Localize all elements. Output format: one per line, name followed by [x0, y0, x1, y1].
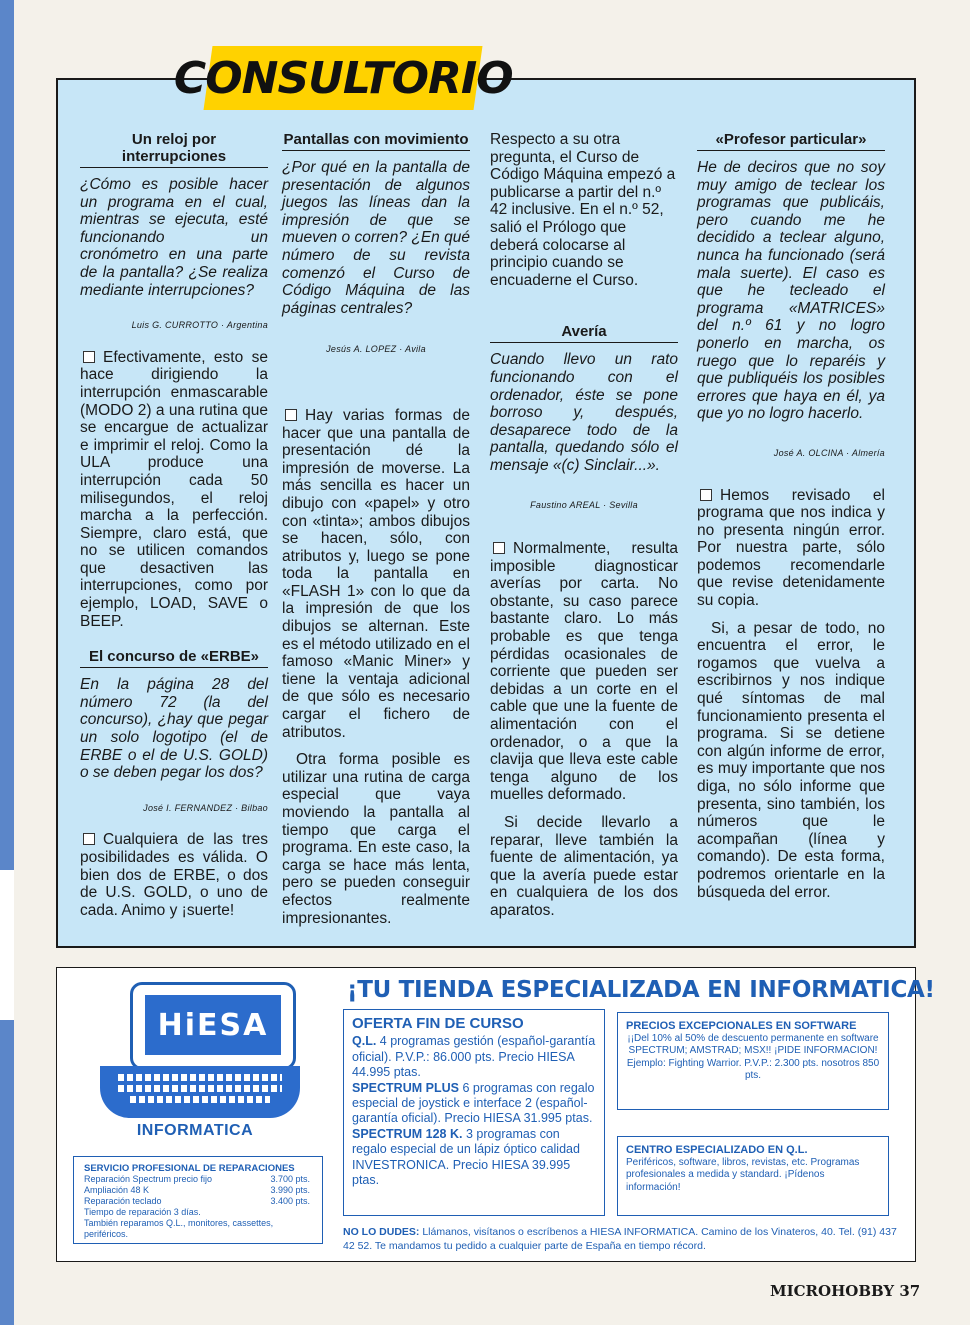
offer-title: OFERTA FIN DE CURSO — [352, 1015, 524, 1032]
service-time: Tiempo de reparación 3 días. — [84, 1207, 201, 1217]
offer-item — [352, 1127, 596, 1189]
price-row — [84, 1174, 312, 1185]
service-price: 3.700 pts. — [270, 1174, 310, 1184]
price-row — [84, 1196, 312, 1207]
offer-item — [352, 1081, 596, 1127]
answer-text: Hemos revisado el programa que nos indica y no presenta ningún error. Por nuestra parte, sólo podemos recomendarle que revise detenidamente su copia. — [697, 486, 885, 610]
answer-text: Respecto a su otra pregunta, el Curso de Código Máquina empezó a publicarse a partir del n.º 42 inclusive. En el n.º 52, salió el Prólogo que deberá colocarse al principio cuando se encuaderne el Curso. — [490, 131, 676, 289]
answer-text: Si, a pesar de todo, no encuentra el error, le rogamos que vuelva a escribirnos y nos indique qué síntomas de mal funcionamiento presenta el programa. Si se detiene con algún informe de error, es muy importante que nos diga, no sólo informe que presenta, sino también, los números que le acompañan (línea y comando). De esta forma, podremos orientarle en la búsqueda del error. — [697, 619, 885, 901]
price-row — [84, 1185, 312, 1196]
contact-text: Llámanos, visítanos o escríbenos a HIESA INFORMATICA. Camino de los Vinateros, 40. Tel. (91) 437 42 52. Te mandamos tu pedido a cualquier parte de España en tiempo récord. — [343, 1226, 897, 1252]
letter-answer — [80, 831, 268, 919]
computer-monitor-icon — [130, 982, 296, 1070]
letter-heading: Avería — [490, 323, 678, 343]
offer-box — [343, 1009, 605, 1216]
answer-text: Otra forma posible es utilizar una rutina de carga especial que vaya moviendo la pantalla al tiempo que carga el programa. En este caso, la carga se hace más lenta, pero se pueden conseguir efectos realmente impresionantes. — [282, 751, 470, 927]
page-footer: MICROHOBBY 37 — [770, 1282, 921, 1300]
service-label: Reparación teclado — [84, 1196, 162, 1206]
letter-answer — [282, 407, 470, 927]
letter-question: ¿Por qué en la pantalla de presentación de algunos juegos las líneas dan la impresión de que se mueven o corren? ¿En qué número de su revista comenzó el Curso de Código Máquina de las páginas centrales? — [282, 159, 470, 317]
letter-signature: José I. FERNANDEZ · Bilbao — [143, 802, 268, 813]
letter-heading: El concurso de «ERBE» — [80, 648, 268, 668]
product-text: 3 programas con regalo especial de un lápiz óptico calidad INVESTRONICA. Precio HIESA 39.995 ptas. — [352, 1126, 580, 1188]
letter-question: Cuando llevo un rato funcionando con el ordenador, éste se pone borroso y, después, desaparece todo de la pantalla, quedando sólo el mensaje «(c) Sinclair...». — [490, 351, 678, 474]
ad-headline: ¡TU TIENDA ESPECIALIZADA EN INFORMATICA! — [347, 977, 935, 1003]
column-4 — [697, 131, 885, 911]
section-title: CONSULTORIO — [173, 52, 513, 104]
answer-text: Normalmente, resulta imposible diagnosticar averías por carta. No obstante, su caso parece bastante claro. Lo más probable es que tenga pérdidas ocasionales de corriente que pueden ser debidas a un corte en el cable que une la fuente de alimentación con el ordenador, o a que la clavija que lleva este cable tenga alguno de los muelles deformado. — [490, 540, 678, 804]
letter-answer — [697, 487, 885, 902]
service-also: También reparamos Q.L., monitores, cassettes, periféricos. — [84, 1218, 274, 1239]
answer-marker-icon — [83, 351, 95, 363]
keyboard-keys — [118, 1085, 282, 1092]
repair-service-box — [73, 1156, 323, 1244]
letter-signature: Faustino AREAL · Sevilla — [530, 499, 638, 510]
product-name: SPECTRUM PLUS — [352, 1080, 459, 1095]
letter-heading: Pantallas con movimiento — [282, 131, 470, 151]
product-name: Q.L. — [352, 1034, 377, 1049]
column-1 — [80, 131, 268, 929]
precios-title: PRECIOS EXCEPCIONALES EN SOFTWARE — [626, 1020, 857, 1032]
service-label: Ampliación 48 K — [84, 1185, 150, 1195]
keyboard-icon — [100, 1066, 300, 1118]
letter-answer — [490, 540, 678, 919]
service-title: SERVICIO PROFESIONAL DE REPARACIONES — [84, 1163, 295, 1174]
service-price: 3.990 pts. — [270, 1185, 310, 1195]
section-banner — [173, 46, 513, 110]
letter-signature: José A. OLCINA · Almería — [773, 447, 885, 458]
keyboard-keys — [130, 1096, 270, 1103]
answer-marker-icon — [83, 833, 95, 845]
letter-heading: Un reloj por interrupciones — [80, 131, 268, 168]
precios-line: ¡¡Del 10% al 50% de descuento permanente en software SPECTRUM; AMSTRAD; MSX!! ¡PIDE INFORMACION! — [627, 1032, 879, 1056]
logo-screen — [145, 995, 281, 1055]
answer-text: Cualquiera de las tres posibilidades es válida. O bien dos de ERBE, o dos de U.S. GOLD, o uno de cada. Animo y ¡suerte! — [80, 831, 268, 919]
product-text: 4 programas gestión (español-garantía oficial). P.V.P.: 86.000 pts. Precio HIESA 44.995 ptas. — [352, 1034, 596, 1080]
letter-signature: Luis G. CURROTTO · Argentina — [131, 320, 268, 331]
ql-center-box — [617, 1136, 889, 1216]
page-edge-light — [0, 870, 14, 1020]
centro-title: CENTRO ESPECIALIZADO EN Q.L. — [626, 1144, 808, 1156]
answer-text: Efectivamente, esto se hace dirigiendo la interrupción enmascarable (MODO 2) a una rutina que se encargue de actualizar e imprimir el reloj. Como la ULA produce una interrupción cada 50 milisegundos, el reloj marcha a la perfección. Siempre, claro está, que no se utilicen comandos que desactiven las interrupciones, como por ejemplo, LOAD, SAVE o BEEP. — [80, 348, 268, 630]
product-text: 6 programas con regalo especial de joystick e interface 2 (español-garantía oficial). Precio HIESA 31.995 ptas. — [352, 1080, 595, 1126]
answer-marker-icon — [493, 542, 505, 554]
service-label: Reparación Spectrum precio fijo — [84, 1174, 213, 1184]
centro-text: Periféricos, software, libros, revistas, etc. Programas profesionales a medida y standard. ¡Pídenos información! — [626, 1156, 860, 1193]
letter-question: En la página 28 del número 72 (la del concurso), ¿hay que pegar un solo logotipo (el de ERBE o el de U.S. GOLD) o se deben pegar los dos? — [80, 676, 268, 782]
column-2 — [282, 131, 470, 937]
software-prices-box — [617, 1012, 889, 1110]
contact-line — [343, 1226, 898, 1253]
letter-heading: «Profesor particular» — [697, 131, 885, 151]
column-3 — [490, 131, 678, 930]
letter-signature: Jesús A. LOPEZ · Avila — [326, 344, 426, 355]
service-price: 3.400 pts. — [270, 1196, 310, 1206]
product-name: SPECTRUM 128 K. — [352, 1126, 463, 1141]
hiesa-logo: HiESA — [157, 1007, 269, 1043]
offer-item — [352, 1034, 596, 1080]
precios-line: Ejemplo: Fighting Warrior. P.V.P.: 2.300 pts. nosotros 850 pts. — [626, 1057, 880, 1081]
brand-name: INFORMATICA — [136, 1122, 254, 1139]
letter-answer — [80, 349, 268, 631]
answer-marker-icon — [700, 489, 712, 501]
answer-text: Hay varias formas de hacer que una pantalla de presentación dé la impresión de moverse. La más sencilla es hacer un dibujo con «papel» y otro con «tinta»; ambos dibujos se hacen, sólo, con atributos y, luego se pone toda la pantalla en «FLASH 1» con lo que da la impresión de que los dibujos se alternan. Este es el método utilizado en el famoso «Manic Miner» y tiene la ventaja adicional de que sólo es necesario cargar el fichero de atributos. — [282, 406, 470, 741]
contact-lead: NO LO DUDES: — [343, 1226, 420, 1238]
letter-question: ¿Cómo es posible hacer un programa en el cual, mientras se ejecuta, esté funcionando un cronómetro en una parte de la pantalla? ¿Se realiza mediante interrupciones? — [80, 176, 268, 299]
letter-question: He de deciros que no soy muy amigo de teclear los programas que publicáis, pero cuando me he decidido a teclear alguno, nunca ha funcionado (será mala suerte). El caso es que he tecleado el programa «MATRICES» del n.º 61 y no logro ponerlo en marcha, os ruego que lo reparéis y que publiquéis los posibles errores que haya en él, ya que yo no logro hacerlo. — [697, 159, 885, 423]
continued-answer — [490, 131, 678, 289]
keyboard-keys — [118, 1074, 282, 1081]
page-edge — [0, 0, 14, 1325]
answer-marker-icon — [285, 409, 297, 421]
answer-text: Si decide llevarlo a reparar, lleve también la fuente de alimentación, ya que la avería puede estar en cualquiera de los dos aparatos. — [490, 814, 678, 919]
